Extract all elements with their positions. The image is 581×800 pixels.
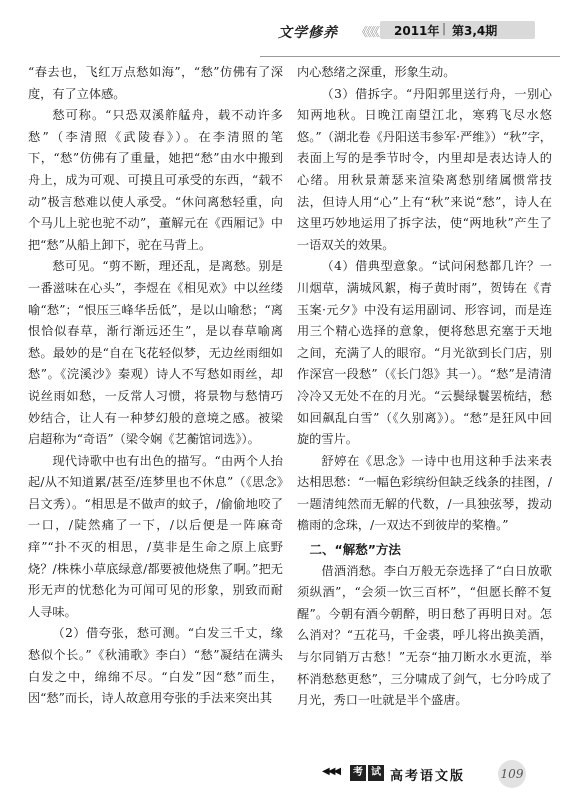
footer-badge: 考 [350, 765, 366, 781]
issue-separator: | [442, 21, 447, 35]
footer-label: 高考语文版 [390, 769, 466, 784]
arrows-icon: ◀◀◀ [322, 766, 340, 777]
right-column [297, 62, 552, 712]
paragraph: 愁可见。“剪不断，理还乱，是离愁。别是一番滋味在心头”，李煜在《相见欢》中以丝缕喻“愁”；“恨压三峰华岳低”，是以山喻愁；“离恨恰似春草，渐行渐远还生”，是以春草喻离愁。最妙的是“自在飞花轻似梦，无边丝雨细如愁”。《浣溪沙》秦观）诗人不写愁如雨丝，却说丝雨如愁，一反常人习惯，将景物与愁情巧妙结合，让人有一种梦幻般的意境之感。被梁启超称为“奇语”（梁令娴《艺蘅馆词选》）。 [28, 259, 283, 447]
paragraph: 借酒消愁。李白万般无奈选择了“白日放歌须纵酒”，“会须一饮三百杯”，“但愿长醉不复醒”。今朝有酒今朝醉，明日愁了再明日对。怎么消对？“五花马，千金裘，呼儿将出换美酒，与尔同销万古愁！”无奈“抽刀断水水更流，举杯消愁愁更愁”，三分啸成了剑气，七分吟成了月光，秀口一吐就是半个盛唐。 [297, 563, 552, 708]
page-number: 109 [498, 760, 526, 788]
paragraph: 现代诗歌中也有出色的描写。“由两个人抬起/从不知道累/甚至/连梦里也不休息”（《思念》吕文秀）。“相思是不做声的蚊子，/偷偷地咬了一口，/陡然痛了一下，/以后便是一阵麻奇痒”“扑不灭的相思，/莫非是生命之原上底野烧？/株株小草底绿意/都要被他烧焦了啊。”把无形无声的忧愁化为可闻可见的形象，别致而耐人寻味。 [28, 453, 283, 619]
paragraph: 愁可称。“只恐双溪舴艋舟，载不动许多愁”（李清照《武陵春》）。在李清照的笔下，“愁”仿佛有了重量，她把“愁”由水中搬到舟上，成为可观、可摸且可承受的东西，“载不动”极言愁难以使人承受。“休问离愁轻重，向个马儿上驼也驼不动”，董解元在《西厢记》中把“愁”从船上卸下，驼在马背上。 [28, 108, 283, 252]
issue-number: 第3,4期 [452, 24, 498, 38]
footer-badge: 试 [368, 765, 384, 781]
paragraph: 内心愁绪之深重，形象生动。 [297, 65, 456, 79]
paragraph: （3）借拆字。“丹阳郭里送行舟，一别心知两地秋。日晚江南望江北，寒鸦飞尽水悠悠。”（湖北卷《丹阳送韦参军·严维》）“秋”字，表面上写的是季节时令，内里却是表达诗人的心绪。用秋景萧瑟来渲染离愁别绪属惯常技法，但诗人用“心”上有“秋”来说“愁”，诗人在这里巧妙地运用了拆字法，使“两地秋”产生了一语双关的效果。 [297, 86, 552, 252]
paragraph: （4）借典型意象。“试问闲愁都几许？一川烟草，满城风絮，梅子黄时雨”，贺铸在《青玉案·元夕》中没有运用副词、形容词，而是连用三个精心选择的意象，便将愁思充塞于天地之间，充满了人的眼帘。“月光欲到长门店，别作深宫一段愁”（《长门怨》其一）。“愁”是清清冷冷又无处不在的月光。“云鬓绿鬟罢梳结，愁如回飙乱白雪”（《久别离》）。“愁”是狂风中回旋的雪片。 [297, 259, 552, 447]
page-header [260, 14, 560, 46]
page-footer [322, 760, 562, 790]
paragraph: （2）借夸张，愁可测。“白发三千丈，缘愁似个长。”《秋浦歌》李白）“愁”凝结在满头白发之中，绵绵不尽。“白发”因“愁”而生，因“愁”而长，诗人故意用夸张的手法来突出其 [28, 626, 283, 706]
journal-title: 文学修养 [278, 25, 338, 41]
issue-year: 2011年 [394, 24, 440, 38]
section-heading: 二、“解愁”方法 [309, 542, 401, 558]
paragraph: “春去也，飞红万点愁如海”，“愁”仿佛有了深度，有了立体感。 [28, 65, 283, 101]
left-column [28, 62, 283, 710]
header-rule [260, 56, 560, 57]
chevrons-decoration: 《《《《 [356, 25, 379, 39]
paragraph: 舒婷在《思念》一诗中也用这种手法来表达相思愁：“一幅色彩缤纷但缺乏线条的挂图，/一题清纯然而无解的代数，/一具独弦琴，拨动檐雨的念珠，/一双达不到彼岸的桨橹。” [297, 453, 552, 533]
